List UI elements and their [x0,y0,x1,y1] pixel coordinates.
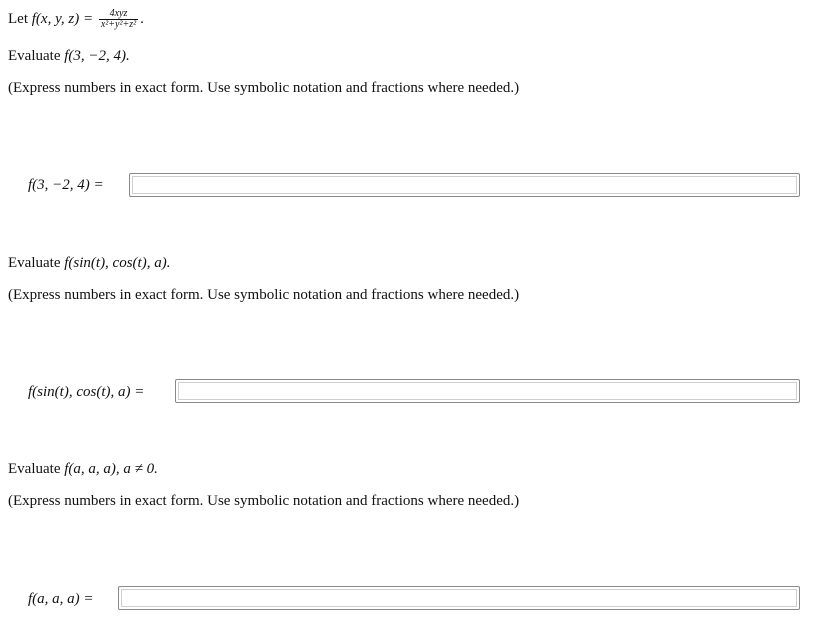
part-3-instruction: (Express numbers in exact form. Use symbolic notation and fractions where needed.) [8,493,520,509]
part-3-answer-expr: f(a, a, a) = [28,591,94,607]
definition-tail: . [140,10,144,27]
part-1-expression: f(3, −2, 4). [64,48,130,64]
part-3-answer-input[interactable] [118,586,800,610]
definition-fraction [99,9,138,30]
part-2-prompt [8,255,170,272]
part-2-answer-label [28,384,144,401]
definition-lhs: f(x, y, z) = [31,10,94,27]
part-3-prompt [8,461,158,478]
part-1-prompt [8,48,130,65]
part-1-answer-expr: f(3, −2, 4) = [28,177,104,193]
part-2-answer-expr: f(sin(t), cos(t), a) = [28,384,145,400]
part-2-expression: f(sin(t), cos(t), a). [64,255,171,271]
part-1-evaluate-label: Evaluate [8,48,61,64]
part-3-expression: f(a, a, a), a ≠ 0. [64,461,158,477]
part-1-instruction: (Express numbers in exact form. Use symbolic notation and fractions where needed.) [8,80,520,96]
part-1-answer-label [28,177,104,194]
fraction-numerator: 4xyz [99,9,138,20]
definition-lead: Let [8,10,28,27]
fraction-denominator: x²+y²+z² [100,19,137,30]
part-2-instruction: (Express numbers in exact form. Use symbolic notation and fractions where needed.) [8,287,520,303]
part-2-evaluate-label: Evaluate [8,255,61,271]
part-3-answer-label [28,591,94,608]
part-1-answer-input[interactable] [129,173,800,197]
part-2-answer-input[interactable] [175,379,800,403]
function-definition [8,9,144,30]
part-3-evaluate-label: Evaluate [8,461,61,477]
